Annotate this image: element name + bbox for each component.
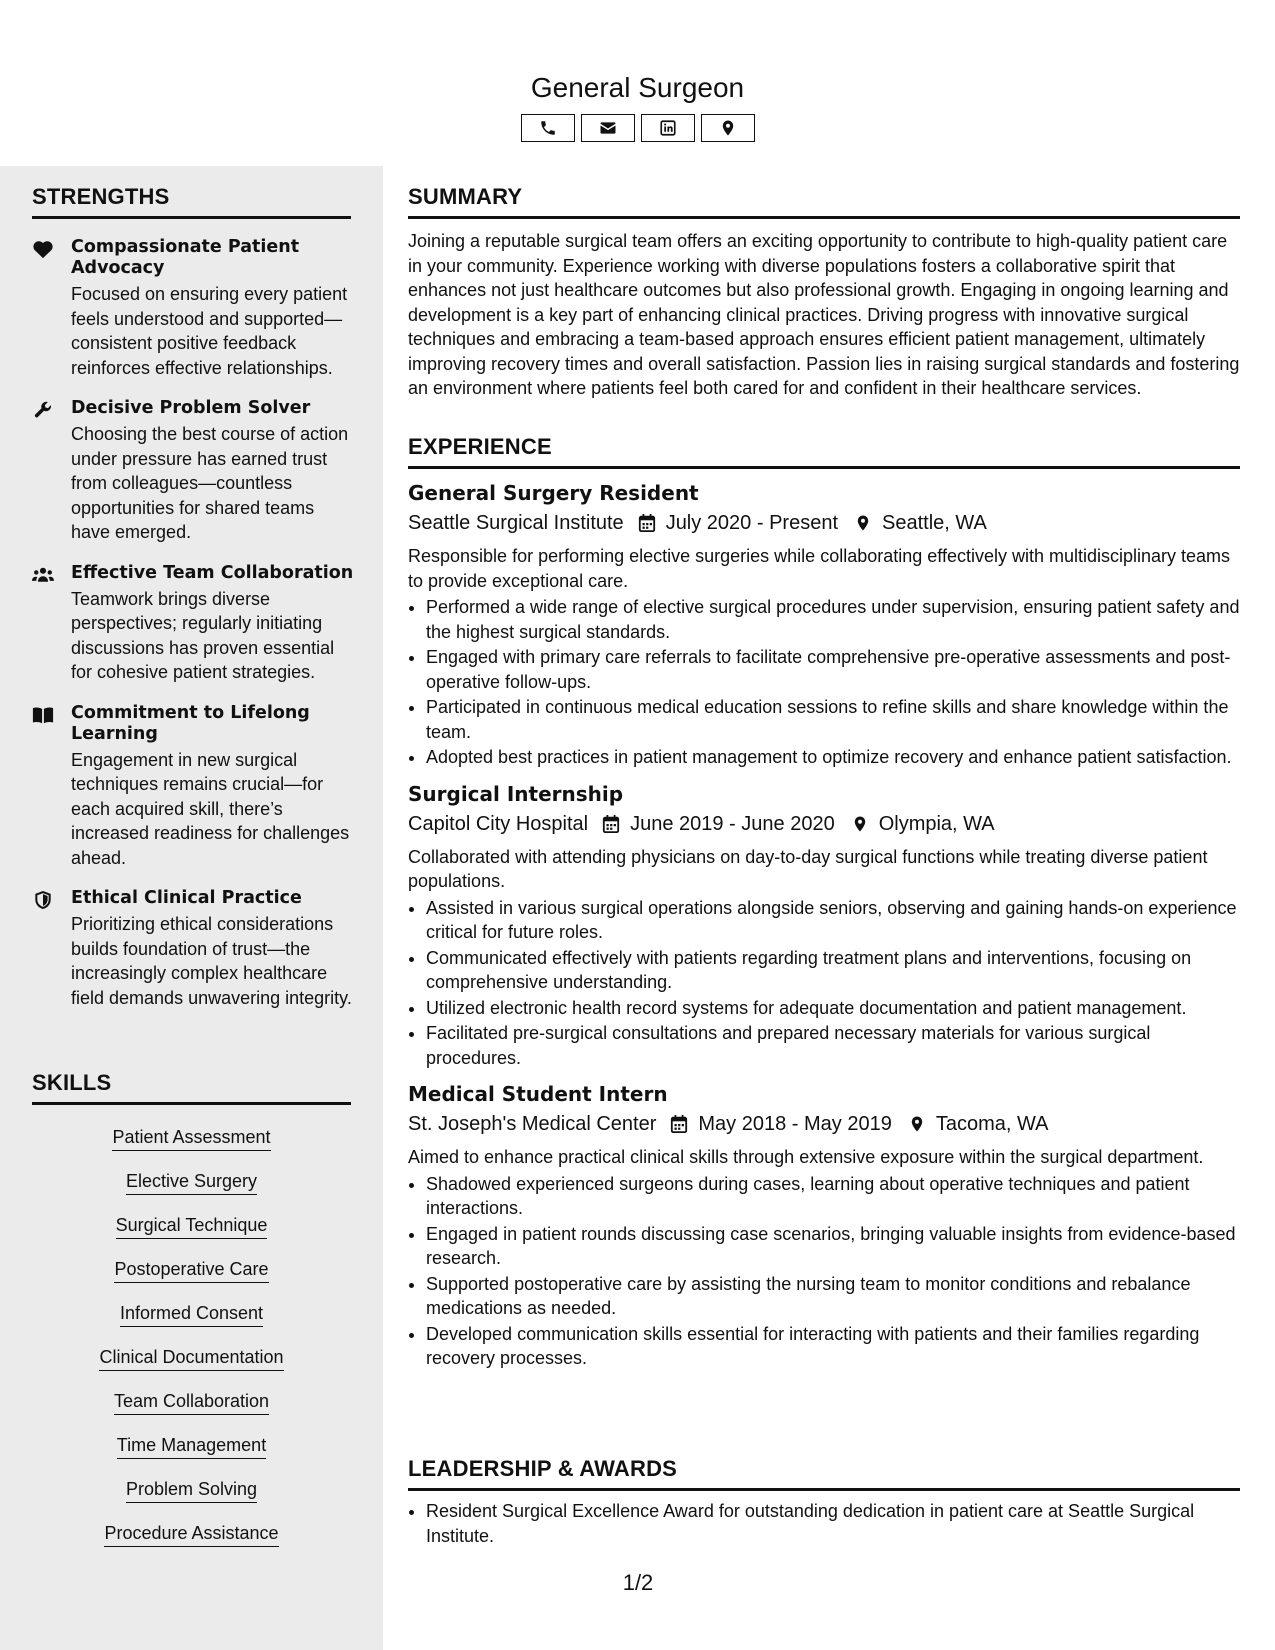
skill-label: Time Management <box>117 1433 266 1459</box>
job-company: St. Joseph's Medical Center <box>408 1113 657 1135</box>
skill-label: Team Collaboration <box>114 1389 269 1415</box>
strength-description: Teamwork brings diverse perspectives; regularly initiating discussions has proven essential for cohesive patient strategies. <box>71 588 335 682</box>
skill-item <box>0 1433 383 1459</box>
summary-section <box>408 184 1240 401</box>
strength-description: Choosing the best course of action under pressure has earned trust from colleagues—countless opportunities for shared teams have emerged. <box>71 424 349 542</box>
skill-item <box>0 1125 383 1151</box>
resume-name: General Surgeon <box>530 72 745 103</box>
bullet-item: • Developed communication skills essential for interacting with patients and their families regarding recovery processes. <box>426 1322 1240 1371</box>
leadership-section <box>408 1456 1240 1549</box>
skill-label: Elective Surgery <box>126 1169 257 1195</box>
skill-label: Problem Solving <box>126 1477 257 1503</box>
job-summary: Responsible for performing elective surgeries while collaborating effectively with multidisciplinary teams to provide exceptional care. <box>408 546 1231 591</box>
location-icon <box>908 1114 926 1134</box>
strength-item <box>32 563 357 685</box>
book-icon <box>32 705 54 725</box>
bullet-item: • Engaged in patient rounds discussing case scenarios, bringing valuable insights from evidence-based research. <box>426 1222 1240 1271</box>
job-company: Seattle Surgical Institute <box>408 512 624 534</box>
job-summary: Aimed to enhance practical clinical skills through extensive exposure within the surgical department. <box>408 1147 1204 1167</box>
skill-item <box>0 1477 383 1503</box>
strength-description: Engagement in new surgical techniques remains crucial—for each acquired skill, there’s increased readiness for challenges ahead. <box>71 749 350 868</box>
job-company: Capitol City Hospital <box>408 812 589 835</box>
strength-description: Focused on ensuring every patient feels understood and supported—consistent positive feedback reinforces effective relationships. <box>71 284 348 378</box>
location-icon <box>719 119 737 137</box>
skill-list <box>0 1125 383 1547</box>
job-meta <box>408 508 1240 538</box>
strengths-title: STRENGTHS <box>32 184 351 219</box>
skill-item <box>0 1301 383 1327</box>
summary-title: SUMMARY <box>408 184 1240 219</box>
resume-header <box>0 0 1275 166</box>
location-icon <box>854 513 872 533</box>
job-location: Seattle, WA <box>882 512 987 534</box>
job-bullets <box>408 896 1240 1071</box>
calendar-icon <box>670 1114 688 1134</box>
strength-title: Commitment to Lifelong Learning <box>71 702 310 744</box>
linkedin-button[interactable] <box>641 114 695 142</box>
sidebar <box>0 166 383 1650</box>
skill-item <box>0 1169 383 1195</box>
skill-label: Procedure Assistance <box>104 1521 278 1547</box>
page-number: 1/2 <box>622 1570 654 1595</box>
bullet-item: • Shadowed experienced surgeons during cases, learning about operative techniques and patient interactions. <box>426 1172 1240 1221</box>
job-title: Medical Student Intern <box>408 1082 668 1106</box>
skills-title: SKILLS <box>32 1070 351 1105</box>
leadership-bullets <box>408 1499 1240 1548</box>
bullet-item: • Performed a wide range of elective surgical procedures under supervision, ensuring patient safety and the highest surgical standards. <box>426 595 1240 644</box>
location-icon <box>851 814 869 834</box>
strength-item <box>32 398 357 545</box>
email-icon <box>599 119 617 137</box>
job-meta <box>408 809 1240 839</box>
strength-item <box>32 888 357 1010</box>
bullet-item: • Engaged with primary care referrals to facilitate comprehensive pre-operative assessments and post-operative follow-ups. <box>426 645 1240 694</box>
calendar-icon <box>602 814 620 834</box>
job-entry <box>408 1080 1240 1371</box>
heart-icon <box>32 239 54 259</box>
bullet-item: • Utilized electronic health record systems for adequate documentation and patient management. <box>426 996 1240 1021</box>
job-location: Tacoma, WA <box>935 1113 1049 1135</box>
skills-section <box>0 1070 383 1565</box>
job-entry <box>408 780 1240 1071</box>
job-title: Surgical Internship <box>408 781 624 806</box>
strength-description: Prioritizing ethical considerations builds foundation of trust—the increasingly complex healthcare field demands unwavering integrity. <box>71 914 352 1008</box>
leadership-title: LEADERSHIP & AWARDS <box>408 1456 1240 1491</box>
strength-item <box>32 703 357 871</box>
users-icon <box>32 565 54 585</box>
shield-icon <box>32 890 54 910</box>
location-button[interactable] <box>701 114 755 142</box>
job-title: General Surgery Resident <box>408 481 699 505</box>
skill-label: Postoperative Care <box>114 1257 268 1283</box>
strength-title: Effective Team Collaboration <box>71 562 354 583</box>
bullet-item: • Supported postoperative care by assisting the nursing team to monitor conditions and rebalance medications as needed. <box>426 1272 1240 1321</box>
contact-icons <box>0 114 1275 142</box>
bullet-item: • Participated in continuous medical education sessions to refine skills and share knowledge within the team. <box>426 695 1240 744</box>
job-summary: Collaborated with attending physicians on day-to-day surgical functions while treating diverse patient populations. <box>408 846 1208 891</box>
job-dates: May 2018 - May 2019 <box>698 1113 892 1135</box>
bullet-item: • Assisted in various surgical operations alongside seniors, observing and gaining hands-on experience critical for future roles. <box>426 896 1240 945</box>
phone-icon <box>539 119 557 137</box>
skill-item <box>0 1521 383 1547</box>
job-bullets <box>408 1172 1240 1371</box>
bullet-item: • Communicated effectively with patients regarding treatment plans and interventions, focusing on comprehensive understanding. <box>426 946 1240 995</box>
skill-item <box>0 1257 383 1283</box>
strength-title: Compassionate Patient Advocacy <box>71 237 300 278</box>
experience-title: EXPERIENCE <box>408 434 1240 469</box>
skill-item <box>0 1213 383 1239</box>
skill-label: Informed Consent <box>120 1301 263 1327</box>
calendar-icon <box>638 513 656 533</box>
strength-title: Decisive Problem Solver <box>71 398 311 418</box>
skill-item <box>0 1345 383 1371</box>
wrench-icon <box>32 400 54 420</box>
experience-section <box>408 434 1240 1372</box>
bullet-item: • Facilitated pre-surgical consultations and prepared necessary materials for various surgical procedures. <box>426 1021 1240 1070</box>
strength-item <box>32 237 357 380</box>
summary-text: Joining a reputable surgical team offers an exciting opportunity to contribute to high-quality patient care in your community. Experience working with diverse populations fosters a collaborative spirit that enhances not just healthcare outcomes but also professional growth. Engaging in ongoing learning and development is a key part of enhancing clinical practices. Driving progress with innovative surgical techniques and embracing a team-based approach ensures efficient patient management, ultimately improving recovery times and overall satisfaction. Passion lies in raising surgical standards and fostering an environment where patients feel both cared for and confident in their healthcare services. <box>408 231 1240 398</box>
strengths-section <box>0 184 383 1010</box>
skill-label: Clinical Documentation <box>99 1345 283 1371</box>
linkedin-icon <box>659 119 677 137</box>
bullet-item: • Adopted best practices in patient management to optimize recovery and enhance patient satisfaction. <box>426 745 1240 770</box>
strength-title: Ethical Clinical Practice <box>71 888 302 908</box>
job-entry <box>408 479 1240 770</box>
skill-item <box>0 1389 383 1415</box>
job-dates: July 2020 - Present <box>665 512 839 534</box>
job-bullets <box>408 595 1240 770</box>
job-meta <box>408 1109 1240 1139</box>
skill-label: Patient Assessment <box>112 1125 270 1151</box>
job-location: Olympia, WA <box>878 812 995 835</box>
email-button[interactable] <box>581 114 635 142</box>
phone-button[interactable] <box>521 114 575 142</box>
skill-label: Surgical Technique <box>116 1213 268 1239</box>
bullet-item: • Resident Surgical Excellence Award for outstanding dedication in patient care at Seattle Surgical Institute. <box>426 1499 1240 1548</box>
job-dates: June 2019 - June 2020 <box>630 812 835 835</box>
